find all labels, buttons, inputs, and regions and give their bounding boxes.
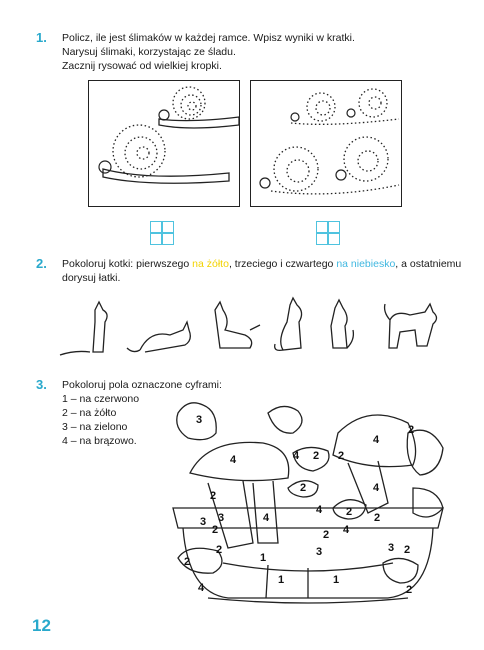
- instruction-line: dorysuj łatki.: [62, 272, 121, 284]
- region-label: 4: [373, 482, 380, 494]
- region-label: 3: [316, 546, 323, 558]
- instruction-line: Zacznij rysować od wielkiej kropki.: [62, 60, 222, 72]
- region-label: 3: [388, 542, 395, 554]
- instruction-line: Policz, ile jest ślimaków w każdej ramce. Wpisz wyniki w kratki.: [62, 32, 355, 44]
- region-label: 3: [196, 414, 203, 426]
- region-label: 4: [316, 504, 323, 516]
- mushroom-basket-picture: [168, 393, 448, 608]
- region-label: 1: [260, 552, 267, 564]
- region-label: 3: [200, 516, 207, 528]
- legend-item: 3 – na zielono: [62, 421, 128, 433]
- region-label: 4: [373, 434, 380, 446]
- region-label: 2: [346, 506, 353, 518]
- exercise-1-number: 1.: [36, 30, 47, 45]
- blue-word: na niebiesko: [336, 258, 396, 270]
- exercise-1-instructions: [62, 31, 355, 73]
- region-label: 2: [212, 524, 219, 536]
- region-label: 2: [300, 482, 307, 494]
- region-label: 4: [293, 450, 300, 462]
- snail-drawing-right: [251, 81, 401, 206]
- instruction-line: [62, 257, 461, 271]
- region-label: 4: [198, 582, 205, 594]
- region-label: 4: [343, 524, 350, 536]
- snail-frame-right: [250, 80, 402, 207]
- region-label: 4: [230, 454, 237, 466]
- legend-item: 2 – na żółto: [62, 407, 117, 419]
- region-label: 2: [406, 584, 413, 596]
- instruction-text: , a ostatniemu: [395, 258, 462, 270]
- region-label: 2: [184, 556, 191, 568]
- region-label: 2: [374, 512, 381, 524]
- region-label: 2: [408, 424, 415, 436]
- snail-frame-left: [88, 80, 240, 207]
- region-label: 4: [263, 512, 270, 524]
- region-label: 3: [218, 512, 225, 524]
- region-label: 2: [338, 450, 345, 462]
- region-label: 2: [404, 544, 411, 556]
- region-label: 2: [323, 529, 330, 541]
- region-label: 2: [313, 450, 320, 462]
- yellow-word: na żółto: [192, 258, 229, 270]
- region-label: 1: [278, 574, 285, 586]
- region-label: 2: [210, 490, 217, 502]
- answer-box-right[interactable]: [316, 221, 340, 245]
- answer-box-left[interactable]: [150, 221, 174, 245]
- exercise-2-number: 2.: [36, 256, 47, 271]
- exercise-2-instructions: [62, 257, 461, 285]
- legend-item: 4 – na brązowo.: [62, 435, 137, 447]
- snail-drawing-left: [89, 81, 239, 206]
- instruction-text: , trzeciego i czwartego: [228, 258, 337, 270]
- instruction-title: Pokoloruj pola oznaczone cyframi:: [62, 379, 222, 391]
- exercise-3-number: 3.: [36, 377, 47, 392]
- page-number: 12: [32, 616, 51, 635]
- instruction-line: Narysuj ślimaki, korzystając ze śladu.: [62, 46, 236, 58]
- region-label: 2: [216, 544, 223, 556]
- cats-illustration: [55, 290, 455, 360]
- legend-item: 1 – na czerwono: [62, 393, 140, 405]
- instruction-text: Pokoloruj kotki: pierwszego: [62, 258, 193, 270]
- region-label: 1: [333, 574, 340, 586]
